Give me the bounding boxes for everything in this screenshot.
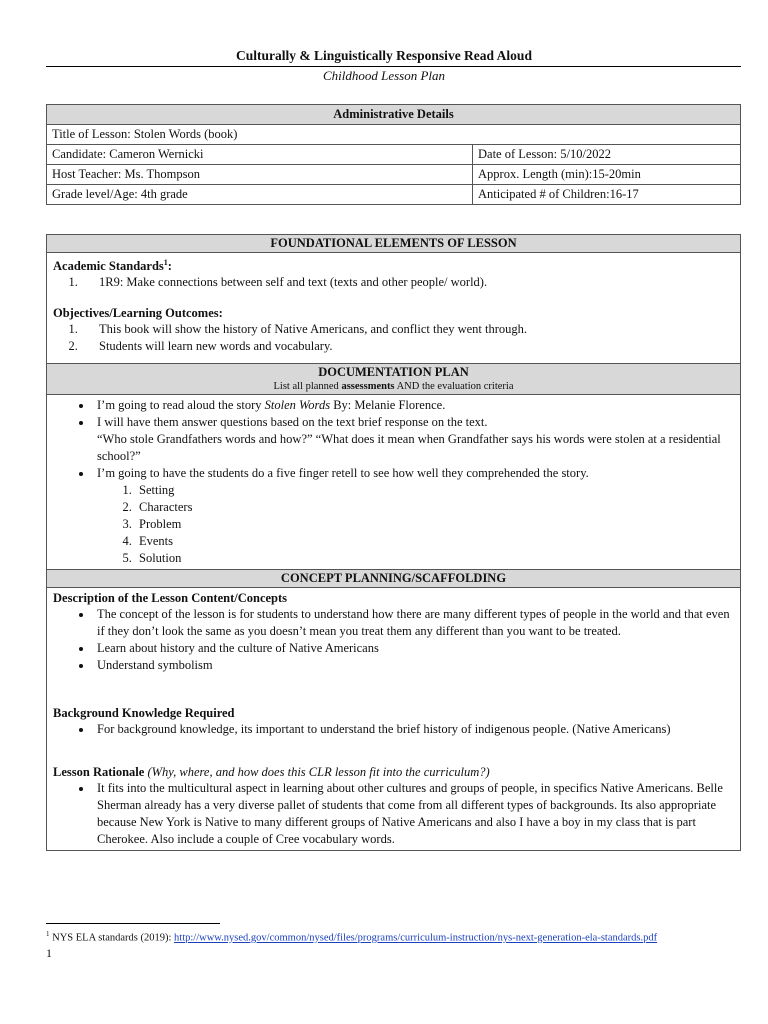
academic-standards-title: Academic Standards$^1$: — [53, 258, 172, 274]
document-title: Culturally & Linguistically Responsive Read Aloud — [236, 48, 532, 63]
rationale-list — [53, 780, 734, 848]
candidate: Candidate: Cameron Wernicki — [47, 145, 473, 165]
foundational-elements-table — [46, 234, 741, 851]
background-knowledge-title: Background Knowledge Required — [53, 706, 235, 721]
list-item: 1. Setting — [135, 482, 734, 499]
standards-list — [53, 274, 734, 291]
grade-level: Grade level/Age: 4th grade — [47, 185, 473, 205]
objectives-list — [53, 321, 734, 355]
list-item: • For background knowledge, its important to understand the brief history of indigenous people. (Native Americans) — [93, 721, 734, 738]
footnote: $^1$ NYS ELA standards (2019): http://www.nysed.gov/common/nysed/files/programs/curriculum-instruction/nys-next-generation-ela-standards.pdf — [46, 930, 658, 944]
list-item: 1. This book will show the history of Native Americans, and conflict they went through. — [81, 321, 734, 338]
foundational-heading: FOUNDATIONAL ELEMENTS OF LESSON — [47, 235, 740, 253]
documentation-plan-section — [47, 395, 740, 569]
list-item: 1. 1R9: Make connections between self and text (texts and other people/ world). — [81, 274, 734, 291]
list-item: 3. Problem — [135, 516, 734, 533]
standards-link[interactable]: http://www.nysed.gov/common/nysed/files/programs/curriculum-instruction/nys-next-generation-ela-standards.pdf — [174, 932, 658, 944]
title-of-lesson: Title of Lesson: Stolen Words (book) — [47, 125, 741, 145]
footnote-divider — [46, 923, 220, 924]
five-finger-retell-list — [97, 482, 734, 567]
academic-standards-section — [47, 253, 740, 363]
anticipated-children: Anticipated # of Children:16-17 — [473, 185, 741, 205]
list-item: 5. Solution — [135, 550, 734, 567]
list-item: • It fits into the multicultural aspect in learning about other cultures and groups of people, in specifics Native Americans. Belle Sherman already has a very diverse pallet of students that come from all different types of backgrounds. Its also appropriate because New York is Native to many different groups of Native Americans and also I have a boy in my class that is part Cherokee. Also include a couple of Cree vocabulary words. — [93, 780, 734, 848]
list-item: • I’m going to have the students do a five finger retell to see how well they comprehended the story. 1. Setting 2. Characters 3. Problem 4. Events 5. Solution — [93, 465, 734, 567]
list-item: • Learn about history and the culture of Native Americans — [93, 640, 734, 657]
lesson-rationale-title: Lesson Rationale (Why, where, and how does this CLR lesson fit into the curriculum?) — [53, 765, 490, 780]
documentation-list — [53, 397, 734, 567]
date-of-lesson: Date of Lesson: 5/10/2022 — [473, 145, 741, 165]
list-item: • Understand symbolism — [93, 657, 734, 674]
footnote-reference: 1 — [163, 258, 168, 267]
administrative-details-table — [46, 104, 741, 205]
list-item: • The concept of the lesson is for students to understand how there are many different types of people in the world and that even if they don’t look the same as you doesn’t mean you treat them any different than you want to be treated. — [93, 606, 734, 640]
list-item: • I’m going to read aloud the story Stolen Words By: Melanie Florence. — [93, 397, 734, 414]
admin-heading: Administrative Details — [47, 105, 741, 125]
lesson-rationale-hint: (Why, where, and how does this CLR lesson fit into the curriculum?) — [147, 765, 490, 780]
book-title: Stolen Words — [264, 398, 331, 413]
documentation-plan-subheading: List all planned assessments AND the evaluation criteria — [273, 381, 514, 393]
list-item: 2. Characters — [135, 499, 734, 516]
description-title: Description of the Lesson Content/Concepts — [53, 591, 288, 606]
description-list — [53, 606, 734, 674]
background-list — [53, 721, 734, 738]
concept-planning-section — [47, 588, 740, 850]
concept-planning-heading: CONCEPT PLANNING/SCAFFOLDING — [47, 569, 740, 588]
list-item: • I will have them answer questions based on the text brief response on the text. “Who stole Grandfathers words and how?” “What does it mean when Grandfather says his words were stolen at a residential school?” — [93, 414, 734, 465]
list-item: 2. Students will learn new words and vocabulary. — [81, 338, 734, 355]
objectives-title: Objectives/Learning Outcomes: — [53, 306, 223, 321]
page-number: 1 — [46, 946, 52, 960]
host-teacher: Host Teacher: Ms. Thompson — [47, 165, 473, 185]
documentation-plan-heading: DOCUMENTATION PLAN List all planned assessments AND the evaluation criteria — [47, 363, 740, 395]
title-divider — [46, 66, 741, 67]
list-item: 4. Events — [135, 533, 734, 550]
approx-length: Approx. Length (min):15-20min — [473, 165, 741, 185]
document-subtitle: Childhood Lesson Plan — [322, 68, 446, 83]
